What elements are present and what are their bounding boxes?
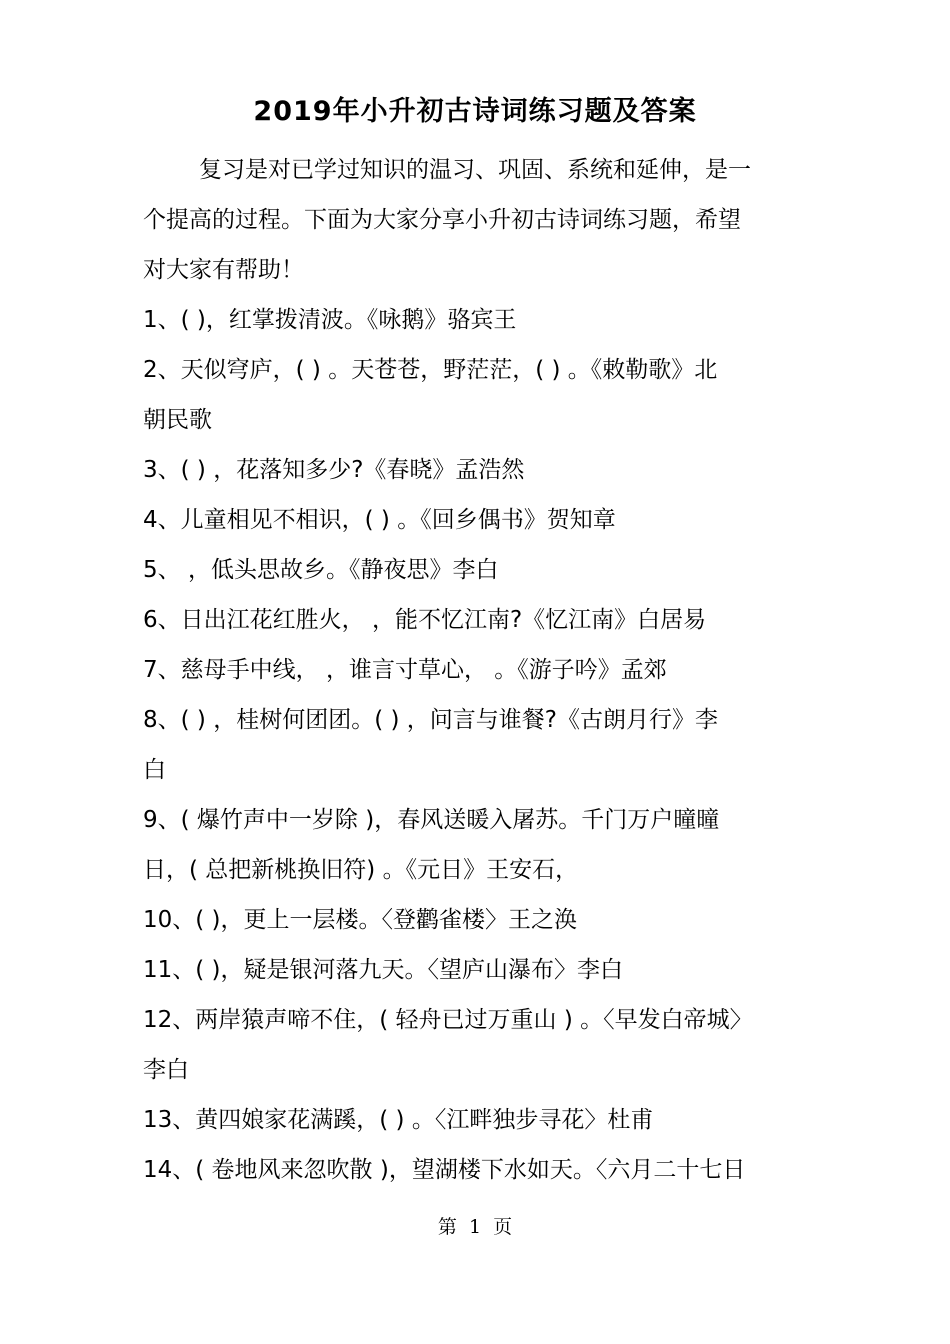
exercise-line: 6、日出江花红胜火， ，能不忆江南?《忆江南》白居易: [143, 607, 707, 633]
exercise-line: 7、慈母手中线， ，谁言寸草心， 。《游子吟》孟郊: [143, 657, 667, 683]
exercise-line: 朝民歌: [143, 407, 212, 433]
exercise-line: 2、天似穹庐，( ) 。天苍苍，野茫茫，( ) 。《敕勒歌》北: [143, 357, 718, 383]
intro-line: 个提高的过程。下面为大家分享小升初古诗词练习题，希望: [143, 207, 741, 233]
intro-line: 对大家有帮助！: [143, 257, 304, 283]
exercise-line: 1、( )，红掌拨清波。《咏鹅》骆宾王: [143, 307, 517, 333]
exercise-line: 13、黄四娘家花满蹊，( ) 。〈江畔独步寻花〉杜甫: [143, 1107, 654, 1133]
document-body: [143, 145, 811, 1195]
exercise-line: 4、儿童相见不相识，( ) 。《回乡偶书》贺知章: [143, 507, 616, 533]
exercise-line: 9、( 爆竹声中一岁除 )，春风送暖入屠苏。千门万户曈曈: [143, 807, 720, 833]
intro-line: 复习是对已学过知识的温习、巩固、系统和延伸，是一: [199, 157, 751, 183]
exercise-line: 5、 ，低头思故乡。《静夜思》李白: [143, 557, 499, 583]
exercise-line: 日，( 总把新桃换旧符) 。《元日》王安石，: [143, 857, 579, 883]
exercise-line: 12、两岸猿声啼不住，( 轻舟已过万重山 ) 。〈早发白帝城〉: [143, 1007, 753, 1033]
document-title: 2019年小升初古诗词练习题及答案: [253, 96, 697, 127]
exercise-line: 10、( )，更上一层楼。〈登鹳雀楼〉王之涣: [143, 907, 578, 933]
page-number: 第 1 页: [437, 1216, 513, 1238]
exercise-line: 8、( ) ，桂树何团团。( ) ，问言与谁餐?《古朗月行》李: [143, 707, 718, 733]
exercise-line: 11、( )，疑是银河落九天。〈望庐山瀑布〉李白: [143, 957, 624, 983]
exercise-line: 白: [143, 757, 166, 783]
exercise-line: 14、( 卷地风来忽吹散 )，望湖楼下水如天。〈六月二十七日: [143, 1157, 746, 1183]
exercise-line: 3、( ) ，花落知多少?《春晓》孟浩然: [143, 457, 525, 483]
exercise-line: 李白: [143, 1057, 189, 1083]
